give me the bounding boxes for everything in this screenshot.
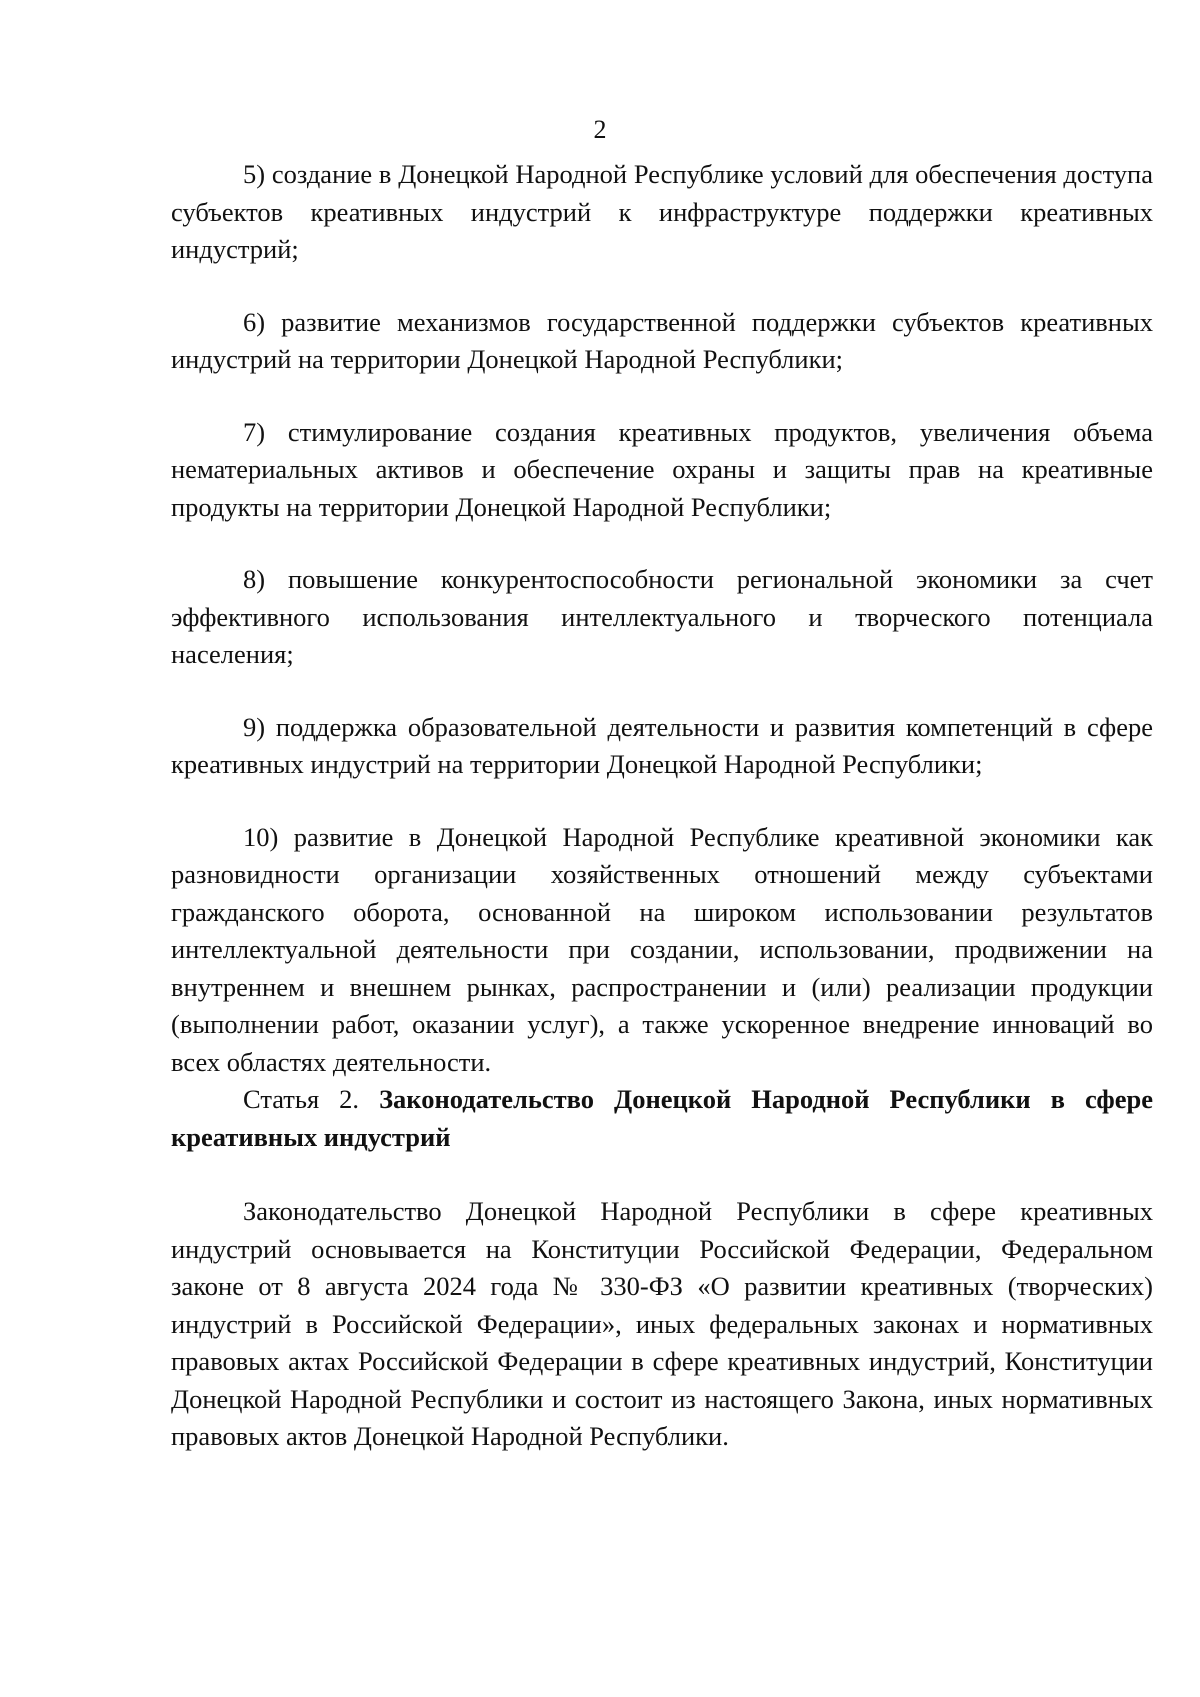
list-item-6: 6) развитие механизмов государственной поддержки субъектов креативных индустрий на территории Донецкой Народной Республики; (171, 306, 1153, 374)
list-item-9: 9) поддержка образовательной деятельности и развития компетенций в сфере креативных индустрий на территории Донецкой Народной Республики; (171, 711, 1153, 779)
page-number: 2 (593, 115, 607, 144)
article-heading (171, 1081, 1153, 1156)
list-item-10: 10) развитие в Донецкой Народной Республике креативной экономики как разновидности организации хозяйственных отношений между субъектами гражданского оборота, основанной на широком использовании результатов интеллектуальной деятельности при создании, использовании, продвижении на внутреннем и внешнем рынках, распространении и (или) реализации продукции (выполнении работ, оказании услуг), а также ускоренное внедрение инноваций во всех областях деятельности. (171, 821, 1153, 1077)
list-item-5: 5) создание в Донецкой Народной Республике условий для обеспечения доступа субъектов креативных индустрий к инфраструктуре поддержки креативных индустрий; (171, 159, 1153, 264)
list-item-7: 7) стимулирование создания креативных продуктов, увеличения объема нематериальных активов и обеспечение охраны и защиты прав на креативные продукты на территории Донецкой Народной Республики; (171, 416, 1153, 522)
article-label: Статья 2. (243, 1084, 360, 1114)
article-title: Законодательство Донецкой Народной Республики в сфере креативных индустрий (171, 1084, 1153, 1152)
article-body: Законодательство Донецкой Народной Республики в сфере креативных индустрий основывается на Конституции Российской Федерации, Федеральном законе от 8 августа 2024 года № 330-ФЗ «О развитии креативных (творческих) индустрий в Российской Федерации», иных федеральных законах и нормативных правовых актах Российской Федерации в сфере креативных индустрий, Конституции Донецкой Народной Республики и состоит из настоящего Закона, иных нормативных правовых актов Донецкой Народной Республики. (171, 1196, 1153, 1451)
document-body (171, 156, 1153, 1456)
list-item-8: 8) повышение конкурентоспособности региональной экономики за счет эффективного использования интеллектуального и творческого потенциала населения; (171, 564, 1153, 669)
